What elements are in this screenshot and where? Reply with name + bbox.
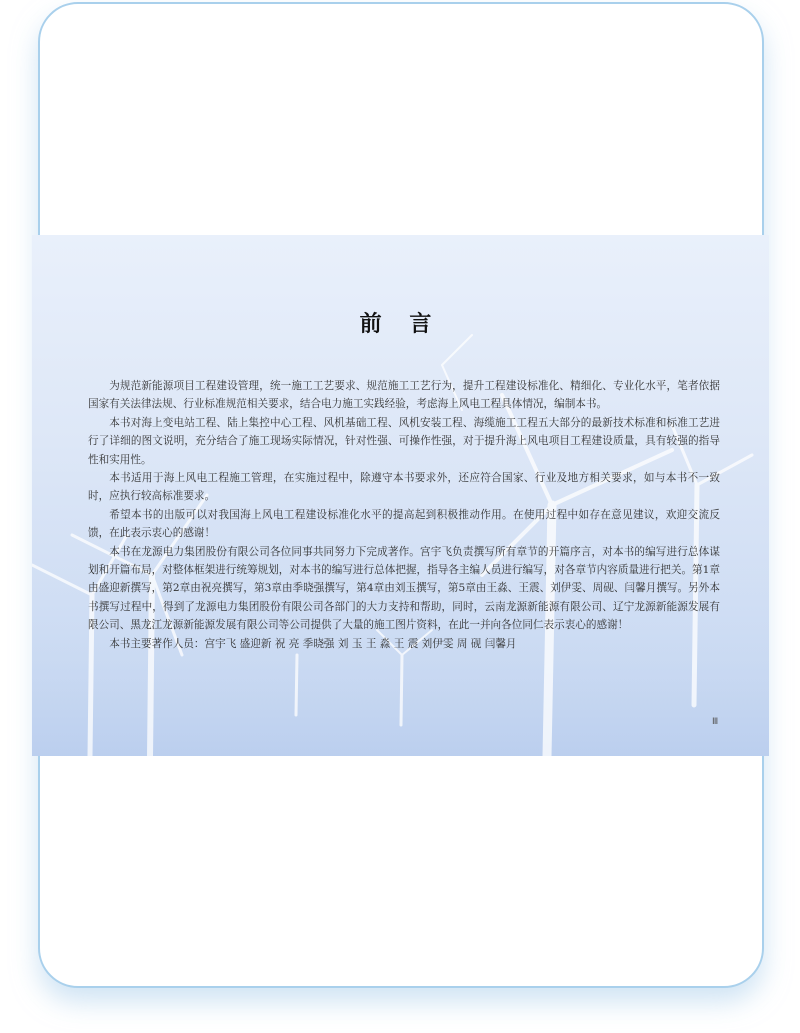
book-page [32,235,769,756]
paragraph: 本书主要著作人员：宫宇飞 盛迎新 祝 亮 季晓强 刘 玉 王 淼 王 震 刘伊雯 周 砚 闫馨月 [109,637,517,650]
paragraph: 本书在龙源电力集团股份有限公司各位同事共同努力下完成著作。宫宇飞负责撰写所有章节的开篇序言，对本书的编写进行总体谋划和开篇布局，对整体框架进行统筹规划，对本书的编写进行总体把握，指导各主编人员进行编写，对各章节内容质量进行把关。第1章由盛迎新撰写，第2章由祝亮撰写，第3章由季晓强撰写，第4章由刘玉撰写，第5章由王淼、王震、刘伊雯、周砚、闫馨月撰写。另外本书撰写过程中，得到了龙源电力集团股份有限公司各部门的大力支持和帮助，同时，云南龙源新能源有限公司、辽宁龙源新能源发展有限公司、黑龙江龙源新能源发展有限公司等公司提供了大量的施工图片资料，在此一并向各位同仁表示衷心的感谢！ [88,545,720,632]
page-number: Ⅲ [712,717,719,727]
preface-body [88,377,720,653]
paragraph: 本书对海上变电站工程、陆上集控中心工程、风机基础工程、风机安装工程、海缆施工工程五大部分的最新技术标准和标准工艺进行了详细的图文说明，充分结合了施工现场实际情况，针对性强、可操作性强，对于提升海上风电项目工程建设质量，具有较强的指导性和实用性。 [88,416,720,466]
paragraph: 本书适用于海上风电工程施工管理，在实施过程中，除遵守本书要求外，还应符合国家、行业及地方相关要求，如与本书不一致时，应执行较高标准要求。 [88,472,720,503]
page-title: 前 言 [359,311,442,337]
paragraph: 希望本书的出版可以对我国海上风电工程建设标准化水平的提高起到积极推动作用。在使用过程中如存在意见建议，欢迎交流反馈，在此表示衷心的感谢！ [88,508,720,540]
paragraph: 为规范新能源项目工程建设管理，统一施工工艺要求、规范施工工艺行为，提升工程建设标准化、精细化、专业化水平，笔者依据国家有关法律法规、行业标准规范相关要求，结合电力施工实践经验，考虑海上风电工程具体情况，编制本书。 [88,380,720,411]
